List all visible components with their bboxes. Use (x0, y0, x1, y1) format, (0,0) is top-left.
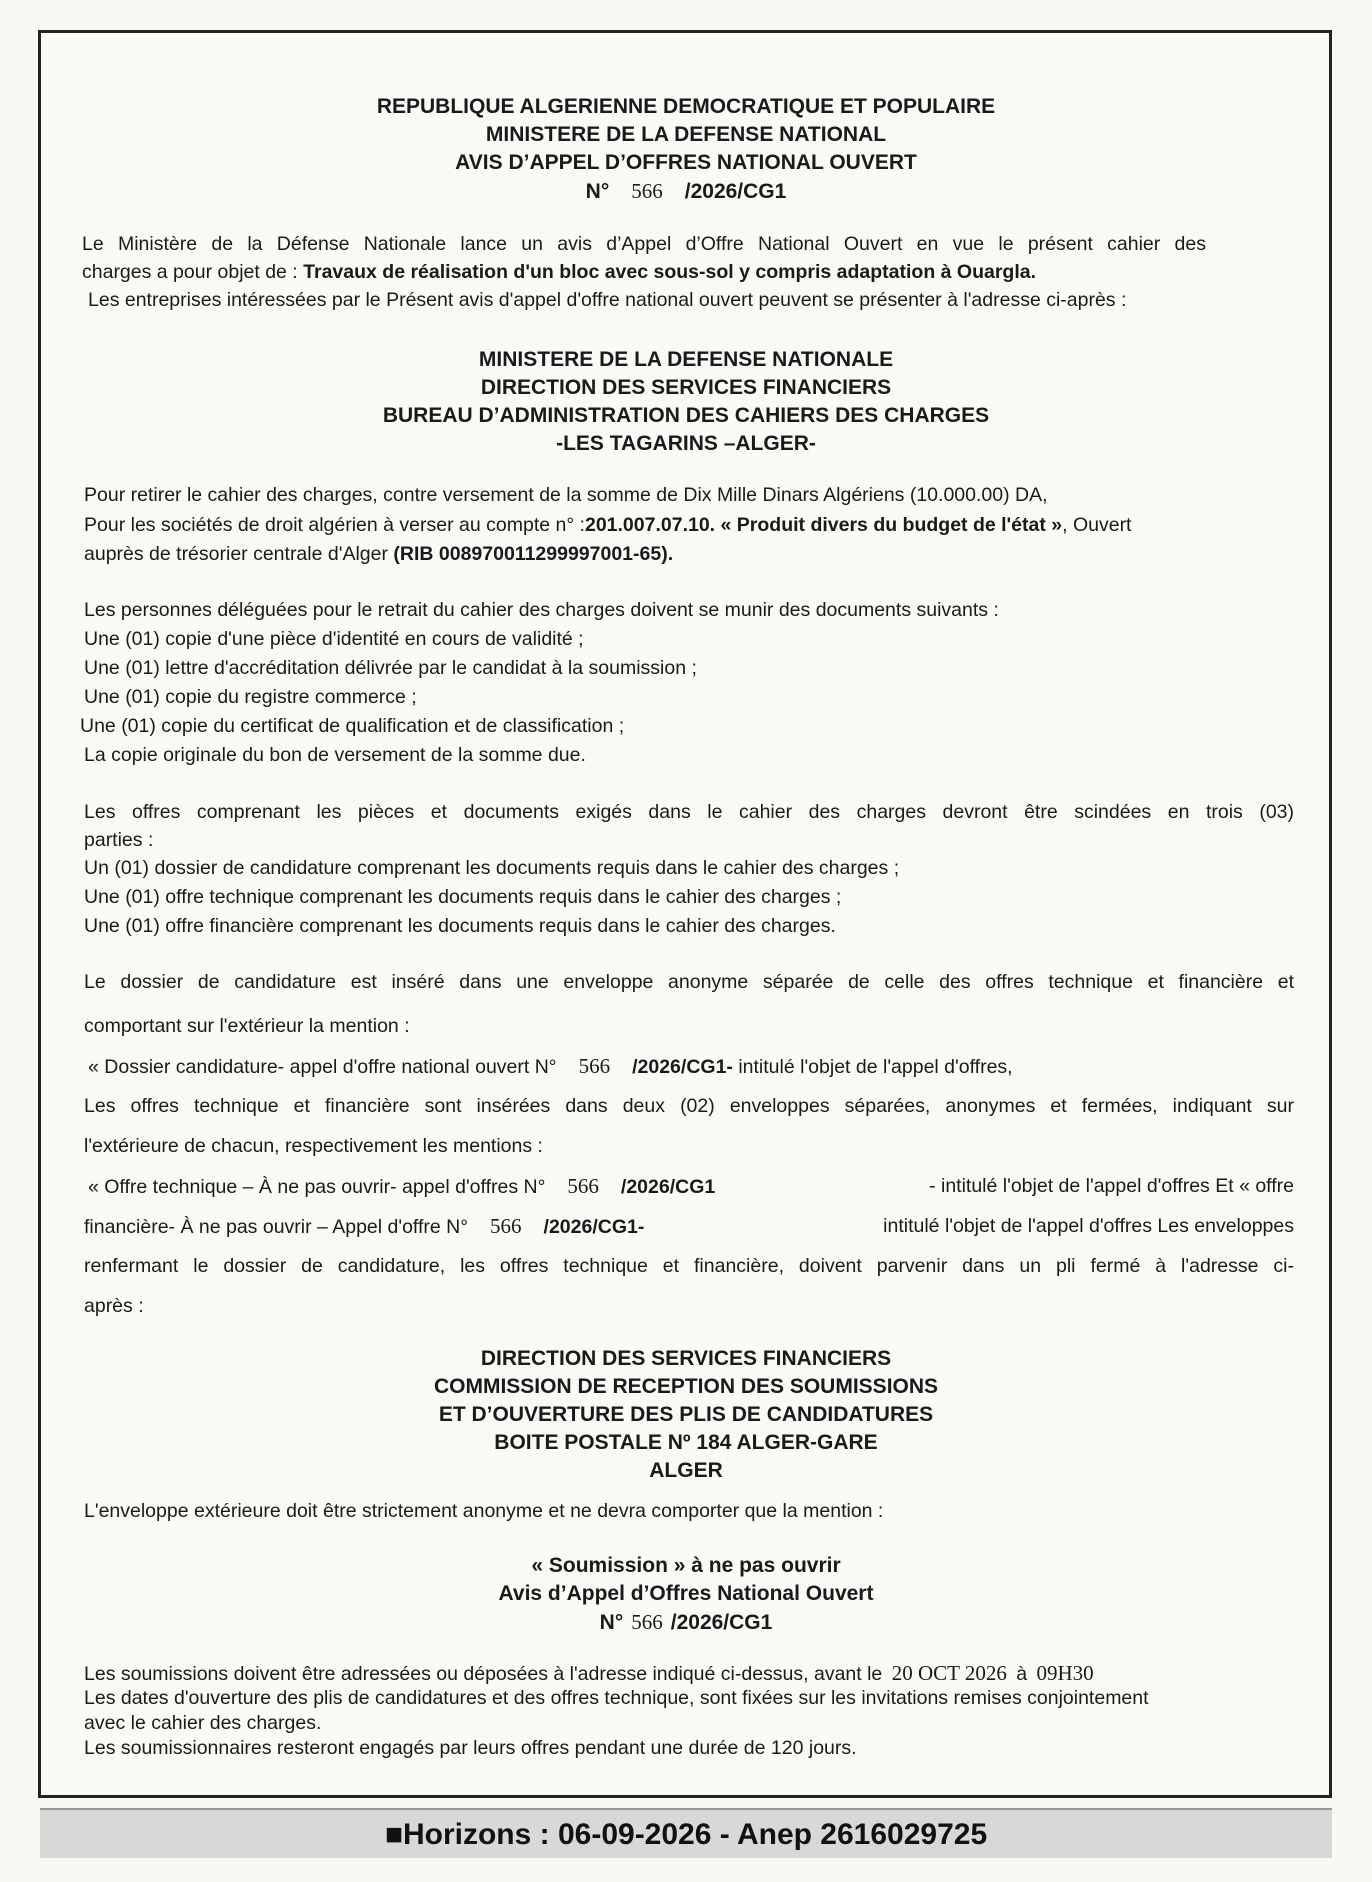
intro-line-2 (82, 258, 1036, 286)
offre-financiere-num: 566 (490, 1214, 522, 1238)
dossier-l2: comportant sur l'extérieur la mention : (84, 1015, 410, 1037)
closing-at: à (1010, 1663, 1033, 1685)
docs-item: La copie originale du bon de versement de la somme due. (84, 744, 586, 766)
dossier-mention-post: intitulé l'objet de l'appel d'offres, (732, 1056, 1013, 1078)
header-republic: REPUBLIQUE ALGERIENNE DEMOCRATIQUE ET POPULAIRE (376, 95, 996, 118)
retrait-account-post: , Ouvert (1062, 514, 1132, 536)
dossier-suffix: /2026/CG1- (632, 1056, 733, 1078)
num-value: 566 (631, 179, 663, 203)
docs-item: Une (01) copie du certificat de qualification et de classification ; (80, 715, 625, 737)
retrait-l3 (84, 540, 673, 568)
address2-l2: COMMISSION DE RECEPTION DES SOUMISSIONS (433, 1375, 939, 1398)
offre-financiere-post: intitulé l'objet de l'appel d'offres Les enveloppes (883, 1215, 1294, 1237)
retrait-account-label: Pour les sociétés de droit algérien à verser au compte n° : (84, 514, 585, 536)
intro-object: Travaux de réalisation d'un bloc avec sous-sol y compris adaptation à Ouargla. (303, 261, 1037, 283)
offre-technique-suffix: /2026/CG1 (620, 1176, 716, 1198)
address1-l3: BUREAU D’ADMINISTRATION DES CAHIERS DES CHARGES (382, 404, 990, 427)
offres-item: Une (01) offre technique comprenant les documents requis dans le cahier des charges ; (84, 886, 842, 908)
dossier-num: 566 (578, 1054, 611, 1078)
header-title: AVIS D’APPEL D’OFFRES NATIONAL OUVERT (455, 151, 917, 174)
dossier-l8: renfermant le dossier de candidature, les offres technique et financière, doivent parvenir dans un pli fermé à l'adresse ci- (84, 1255, 1294, 1277)
docs-item: Une (01) lettre d'accréditation délivrée par le candidat à la soumission ; (84, 657, 697, 679)
address1-l2: DIRECTION DES SERVICES FINANCIERS (480, 376, 892, 399)
offre-technique-num: 566 (567, 1174, 599, 1198)
enveloppe-l1: L'enveloppe extérieure doit être strictement anonyme et ne devra comporter que la mention : (84, 1500, 884, 1522)
mention-l3 (0, 1608, 1372, 1637)
mention-l2: Avis d’Appel d’Offres National Ouvert (498, 1582, 874, 1605)
retrait-l1: Pour retirer le cahier des charges, contre versement de la somme de Dix Mille Dinars Algériens (10.000.00) DA, (84, 484, 1048, 506)
footer-banner: ■Horizons : 06-09-2026 - Anep 2616029725 (40, 1808, 1332, 1858)
dossier-l3 (88, 1052, 1013, 1081)
dossier-l4: Les offres technique et financière sont insérées dans deux (02) enveloppes séparées, anonymes et fermées, indiquant sur (84, 1095, 1294, 1117)
dossier-l6 (88, 1172, 1294, 1201)
docs-item: Une (01) copie d'une pièce d'identité en cours de validité ; (84, 628, 584, 650)
mention-l1: « Soumission » à ne pas ouvrir (531, 1554, 841, 1577)
dossier-mention: « Dossier candidature- appel d'offre national ouvert N° (88, 1056, 557, 1078)
address2-l4: BOITE POSTALE Nº 184 ALGER-GARE (494, 1431, 878, 1454)
intro-line-1: Le Ministère de la Défense Nationale lance un avis d’Appel d’Offre National Ouvert en vue le présent cahier des (82, 233, 1206, 255)
closing-date: 20 OCT 2026 (891, 1661, 1007, 1685)
offre-financiere-suffix: /2026/CG1- (543, 1216, 645, 1238)
retrait-account: 201.007.07.10. « Produit divers du budget de l'état » (584, 514, 1063, 536)
closing-l2: Les dates d'ouverture des plis de candidatures et des offres technique, sont fixées sur les invitations remises conjointement (84, 1687, 1149, 1709)
dossier-l9: après : (84, 1295, 144, 1317)
address1-l4: -LES TAGARINS –ALGER- (556, 432, 816, 455)
dossier-l1: Le dossier de candidature est inséré dans une enveloppe anonyme séparée de celle des offres technique et financière et (84, 971, 1294, 993)
address1-l1: MINISTERE DE LA DEFENSE NATIONALE (478, 348, 894, 371)
mention-num-prefix: N° (599, 1611, 624, 1634)
retrait-rib: (RIB 008970011299997001-65). (393, 543, 674, 565)
mention-num: 566 (631, 1610, 663, 1634)
retrait-l2 (84, 511, 1131, 539)
closing-time: 09H30 (1036, 1661, 1094, 1685)
closing-l3: avec le cahier des charges. (84, 1712, 322, 1734)
offres-intro: Les offres comprenant les pièces et documents exigés dans le cahier des charges devront être scindées en trois (03) (84, 801, 1294, 823)
dossier-l5: l'extérieure de chacun, respectivement les mentions : (84, 1135, 543, 1157)
num-suffix: /2026/CG1 (684, 180, 787, 203)
offre-technique-mention: « Offre technique – À ne pas ouvrir- appel d'offres N° (88, 1176, 546, 1198)
header-number (0, 177, 1372, 206)
mention-num-suffix: /2026/CG1 (670, 1611, 773, 1634)
closing-deadline-label: Les soumissions doivent être adressées ou déposées à l'adresse indiqué ci-dessus, avant le (84, 1663, 888, 1685)
offre-financiere-mention: financière- À ne pas ouvrir – Appel d'offre N° (84, 1216, 469, 1238)
intro-line-3: Les entreprises intéressées par le Présent avis d'appel d'offre national ouvert peuvent se présenter à l'adresse ci-après : (88, 289, 1127, 311)
docs-item: Une (01) copie du registre commerce ; (84, 686, 417, 708)
address2-l3: ET D’OUVERTURE DES PLIS DE CANDIDATURES (438, 1403, 934, 1426)
offres-item: Une (01) offre financière comprenant les documents requis dans le cahier des charges. (84, 915, 836, 937)
closing-l4: Les soumissionnaires resteront engagés par leurs offres pendant une durée de 120 jours. (84, 1737, 857, 1759)
address2-l1: DIRECTION DES SERVICES FINANCIERS (480, 1347, 892, 1370)
num-prefix: N° (585, 180, 610, 203)
header-ministry: MINISTERE DE LA DEFENSE NATIONAL (485, 123, 887, 146)
offre-technique-post: - intitulé l'objet de l'appel d'offres Et « offre (929, 1175, 1294, 1197)
retrait-rib-label: auprès de trésorier centrale d'Alger (84, 543, 394, 565)
address2-l5: ALGER (649, 1459, 723, 1482)
intro-object-label: charges a pour objet de : (82, 261, 304, 283)
offres-intro-2: parties : (84, 829, 154, 851)
docs-intro: Les personnes déléguées pour le retrait du cahier des charges doivent se munir des documents suivants : (84, 599, 999, 621)
dossier-l7 (84, 1212, 1294, 1241)
offres-item: Un (01) dossier de candidature comprenant les documents requis dans le cahier des charges ; (84, 857, 900, 879)
